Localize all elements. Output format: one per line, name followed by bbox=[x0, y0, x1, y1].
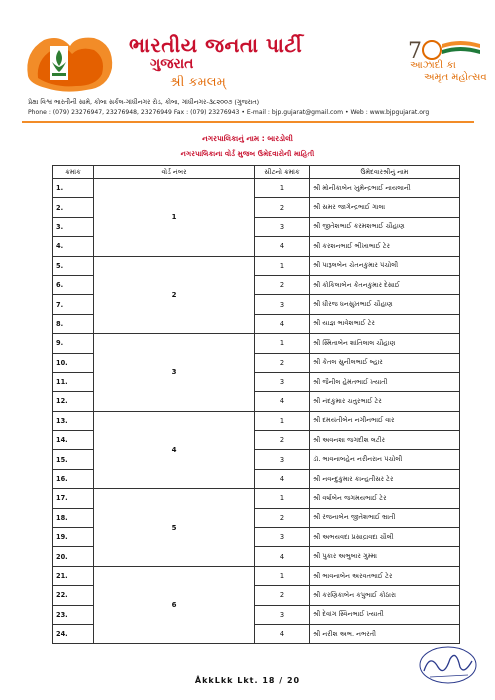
candidate-name-cell: શ્રી રંજનાબેન જીતેશભાઈ ભ્રાતી bbox=[310, 508, 460, 527]
serial-number-cell: 10. bbox=[53, 353, 94, 372]
serial-number-cell: 16. bbox=[53, 469, 94, 488]
seat-number-cell: 1 bbox=[255, 256, 310, 275]
seat-number-cell: 1 bbox=[255, 179, 310, 198]
table-header-row bbox=[53, 166, 460, 179]
serial-number-cell: 15. bbox=[53, 450, 94, 469]
candidate-name-cell: શ્રી પારૂલબેન ચેતનકુમાર પંચોલી bbox=[310, 256, 460, 275]
seat-number-cell: 1 bbox=[255, 334, 310, 353]
ward-number-cell: 1 bbox=[94, 179, 255, 257]
serial-number-cell: 17. bbox=[53, 489, 94, 508]
col-header-seat: સીટનો ક્રમાંક bbox=[255, 166, 310, 179]
candidate-name-cell: શ્રી પુકાર અભુબાર ગુમ્મા bbox=[310, 547, 460, 566]
ward-number-cell: 6 bbox=[94, 566, 255, 644]
seat-number-cell: 2 bbox=[255, 275, 310, 294]
municipality-title: નગરપાલિકાનું નામ : બારડોલી bbox=[202, 134, 293, 143]
col-header-serial: ક્રમાંક bbox=[53, 166, 94, 179]
header-divider bbox=[22, 121, 474, 123]
seat-number-cell: 3 bbox=[255, 295, 310, 314]
serial-number-cell: 20. bbox=[53, 547, 94, 566]
serial-number-cell: 14. bbox=[53, 431, 94, 450]
party-name: ભારતીય જનતા પાર્ટી bbox=[129, 33, 303, 57]
candidate-name-cell: શ્રી અવનશા જગદીશ લટીર bbox=[310, 431, 460, 450]
seat-number-cell: 2 bbox=[255, 431, 310, 450]
party-region: ગુજરાત bbox=[150, 56, 194, 72]
candidate-name-cell: શ્રી યાજ્ઞ ભાવેશભાઈ ટેર bbox=[310, 314, 460, 333]
seat-number-cell: 3 bbox=[255, 605, 310, 624]
azadi-text-line2: અમૃત મહોત્સવ bbox=[424, 72, 487, 83]
letterhead bbox=[0, 0, 495, 116]
serial-number-cell: 1. bbox=[53, 179, 94, 198]
candidate-name-cell: શ્રી ધીરજ ધનસુખભાઈ ચૌહાણ bbox=[310, 295, 460, 314]
serial-number-cell: 6. bbox=[53, 275, 94, 294]
seat-number-cell: 1 bbox=[255, 411, 310, 430]
serial-number-cell: 24. bbox=[53, 624, 94, 643]
candidate-name-cell: શ્રી જૈનીલ હેમંતભાઈ ખ્યાતી bbox=[310, 372, 460, 391]
seat-number-cell: 2 bbox=[255, 198, 310, 217]
serial-number-cell: 8. bbox=[53, 314, 94, 333]
col-header-candidate: ઉમેદવારશ્રીનું નામ bbox=[310, 166, 460, 179]
candidate-name-cell: શ્રી નરીશ અભ. નભરતી bbox=[310, 624, 460, 643]
candidate-name-cell: શ્રી અભયવદા પ્રસાદ્રાવદા ચૌલી bbox=[310, 528, 460, 547]
seat-number-cell: 4 bbox=[255, 624, 310, 643]
seat-number-cell: 4 bbox=[255, 469, 310, 488]
candidate-name-cell: શ્રી સ્મિતાબેન શાંતિલાલ ચૌહાણ bbox=[310, 334, 460, 353]
serial-number-cell: 22. bbox=[53, 586, 94, 605]
candidate-name-cell: શ્રી કરણિકાબેન કપુભાઈ કોઠારા bbox=[310, 586, 460, 605]
seat-number-cell: 2 bbox=[255, 353, 310, 372]
candidate-name-cell: ડૉ. ભાવનાબહેન નરીનરાન પંચોલી bbox=[310, 450, 460, 469]
candidate-name-cell: શ્રી નંદકુમાર ચતુરભાઈ ટેર bbox=[310, 392, 460, 411]
ward-number-cell: 2 bbox=[94, 256, 255, 334]
candidate-name-cell: શ્રી વર્ષાબેન જગમયભાઈ ટેર bbox=[310, 489, 460, 508]
seat-number-cell: 4 bbox=[255, 314, 310, 333]
candidate-name-cell: શ્રી નવન્દુકુમાર કાન્હતીસર ટેર bbox=[310, 469, 460, 488]
contact-details: Phone : (079) 23276947, 23276948, 23276949 Fax : (079) 23276943 • E-mail : bjp.gujarat@gmail.com • Web : www.bjpgujarat.org bbox=[28, 109, 430, 116]
seat-number-cell: 3 bbox=[255, 372, 310, 391]
serial-number-cell: 3. bbox=[53, 217, 94, 236]
seat-number-cell: 4 bbox=[255, 547, 310, 566]
bjp-lotus-logo-icon bbox=[24, 32, 116, 94]
table-row bbox=[53, 334, 460, 353]
ward-number-cell: 3 bbox=[94, 334, 255, 412]
seat-number-cell: 3 bbox=[255, 528, 310, 547]
table-row bbox=[53, 411, 460, 430]
serial-number-cell: 4. bbox=[53, 237, 94, 256]
svg-text:7: 7 bbox=[408, 39, 422, 64]
serial-number-cell: 7. bbox=[53, 295, 94, 314]
candidates-table bbox=[52, 165, 460, 644]
serial-number-cell: 19. bbox=[53, 528, 94, 547]
candidate-name-cell: શ્રી કોકિલાબેન કેતનકુમાર દેસાઈ bbox=[310, 275, 460, 294]
page-footer: ÅkkLkk Lkt. 18 / 20 bbox=[194, 676, 301, 685]
serial-number-cell: 12. bbox=[53, 392, 94, 411]
table-row bbox=[53, 489, 460, 508]
ward-number-cell: 5 bbox=[94, 489, 255, 567]
col-header-ward: વોર્ડ નંબર bbox=[94, 166, 255, 179]
serial-number-cell: 23. bbox=[53, 605, 94, 624]
seat-number-cell: 3 bbox=[255, 450, 310, 469]
signature-stamp-icon bbox=[416, 641, 480, 687]
seat-number-cell: 3 bbox=[255, 217, 310, 236]
candidate-name-cell: શ્રી ભાવનાબેન અરવતભાઈ ટેર bbox=[310, 566, 460, 585]
candidate-name-cell: શ્રી કેતલ સુનીલભાઈ બ્હાર bbox=[310, 353, 460, 372]
seat-number-cell: 2 bbox=[255, 586, 310, 605]
seat-number-cell: 1 bbox=[255, 489, 310, 508]
seat-number-cell: 4 bbox=[255, 237, 310, 256]
serial-number-cell: 18. bbox=[53, 508, 94, 527]
serial-number-cell: 11. bbox=[53, 372, 94, 391]
candidate-name-cell: શ્રી સમર જાગેન્દ્રભાઈ ગાલા bbox=[310, 198, 460, 217]
serial-number-cell: 13. bbox=[53, 411, 94, 430]
ward-number-cell: 4 bbox=[94, 411, 255, 489]
candidate-name-cell: શ્રી દેવાંગ સ્વિનભાઈ ખ્યાતી bbox=[310, 605, 460, 624]
azadi-text-line1: આઝાદી કા bbox=[410, 60, 456, 71]
candidate-name-cell: શ્રી દમયંતીબેન નગીનભાઈ વાર bbox=[310, 411, 460, 430]
serial-number-cell: 9. bbox=[53, 334, 94, 353]
seat-number-cell: 2 bbox=[255, 508, 310, 527]
table-row bbox=[53, 179, 460, 198]
candidate-name-cell: શ્રી મોનીકાબેન ખુમેન્દ્રભાઈ નાયલાની bbox=[310, 179, 460, 198]
serial-number-cell: 21. bbox=[53, 566, 94, 585]
candidates-subtitle: નગરપાલિકાના વોર્ડ મુજબ ઉમેદવારોની માહિતી bbox=[180, 149, 315, 158]
serial-number-cell: 5. bbox=[53, 256, 94, 275]
candidate-name-cell: શ્રી કરશનભાઈ ભીખાભાઈ ટેર bbox=[310, 237, 460, 256]
candidates-table-body bbox=[53, 179, 460, 644]
seat-number-cell: 4 bbox=[255, 392, 310, 411]
candidate-name-cell: શ્રી જીતેશભાઈ કરમશભાઈ ચૌહાણ bbox=[310, 217, 460, 236]
party-motto: શ્રી કમલમ્ bbox=[170, 75, 226, 90]
seat-number-cell: 1 bbox=[255, 566, 310, 585]
office-address: પ્રેક્ષા વિશ્વ ભારતીની સામે, કોબા સર્કલ-ગાંધીનગર રોડ, કોબા, ગાંધીનગર-૩૮૨૦૦૭ (ગુજરાત) bbox=[28, 98, 260, 106]
table-row bbox=[53, 566, 460, 585]
table-row bbox=[53, 256, 460, 275]
serial-number-cell: 2. bbox=[53, 198, 94, 217]
